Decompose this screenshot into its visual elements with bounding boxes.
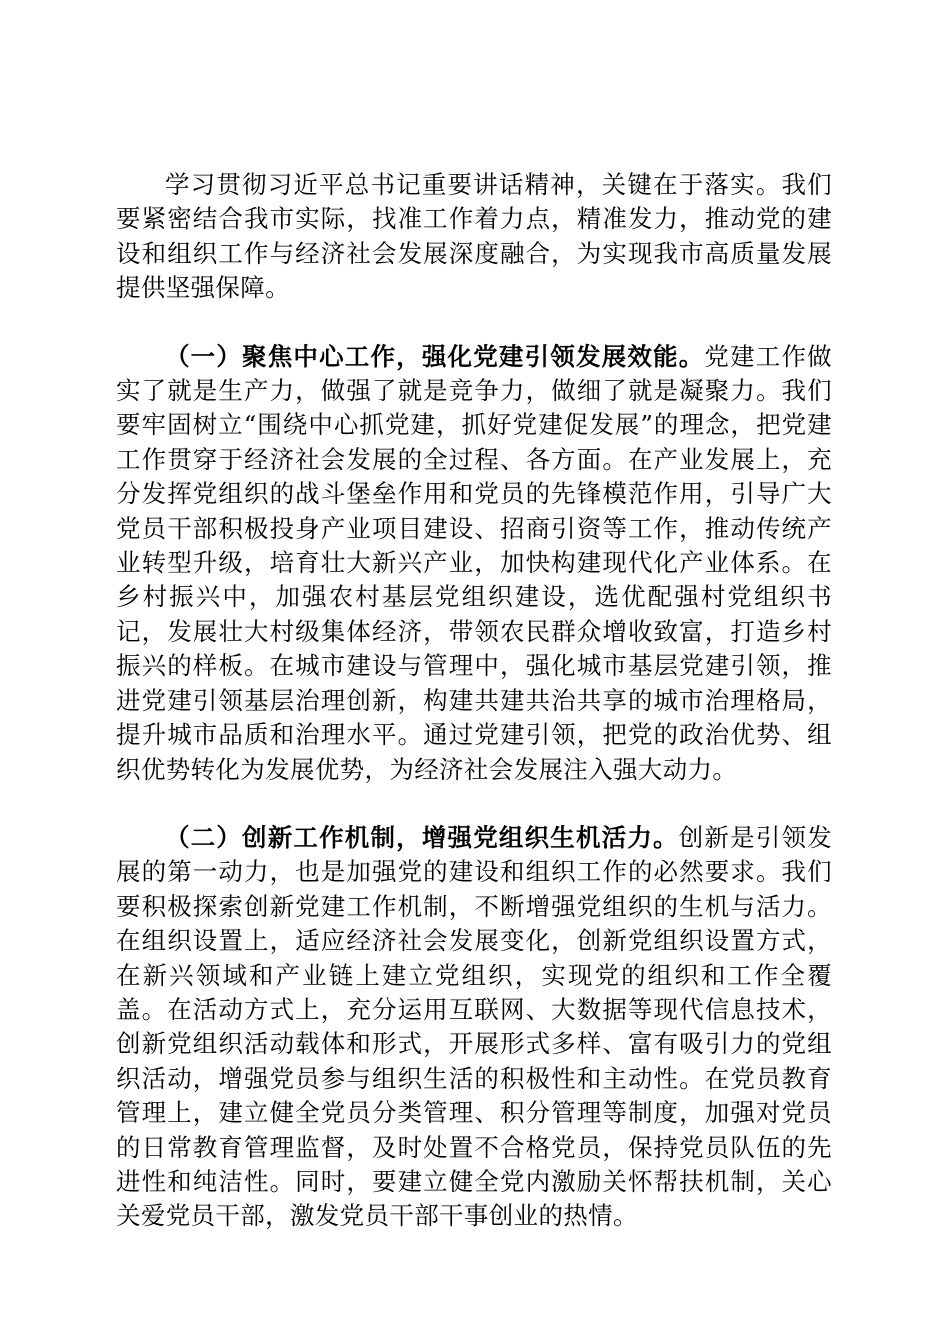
intro-paragraph (116, 168, 832, 306)
section-one-text: 党建工作做实了就是生产力，做强了就是竞争力，做细了就是凝聚力。我们要牢固树立“围绕中心抓党建，抓好党建促发展”的理念，把党建工作贯穿于经济社会发展的全过程、各方面。在产业发展上，充分发挥党组织的战斗堡垒作用和党员的先锋模范作用，引导广大党员干部积极投身产业项目建设、招商引资等工作，推动传统产业转型升级，培育壮大新兴产业，加快构建现代化产业体系。在乡村振兴中，加强农村基层党组织建设，选优配强村党组织书记，发展壮大村级集体经济，带领农民群众增收致富，打造乡村振兴的样板。在城市建设与管理中，强化城市基层党建引领，推进党建引领基层治理创新，构建共建共治共享的城市治理格局，提升城市品质和治理水平。通过党建引领，把党的政治优势、组织优势转化为发展优势，为经济社会发展注入强大动力。 (116, 341, 832, 784)
document-body (116, 168, 832, 1234)
section-two-text: 创新是引领发展的第一动力，也是加强党的建设和组织工作的必然要求。我们要积极探索创新党建工作机制，不断增强党组织的生机与活力。在组织设置上，适应经济社会发展变化，创新党组织设置方式，在新兴领域和产业链上建立党组织，实现党的组织和工作全覆盖。在活动方式上，充分运用互联网、大数据等现代信息技术，创新党组织活动载体和形式，开展形式多样、富有吸引力的党组织活动，增强党员参与组织生活的积极性和主动性。在党员教育管理上，建立健全党员分类管理、积分管理等制度，加强对党员的日常教育管理监督，及时处置不合格党员，保持党员队伍的先进性和纯洁性。同时，要建立健全党内激励关怀帮扶机制，关心关爱党员干部，激发党员干部干事创业的热情。 (116, 822, 832, 1231)
section-one-paragraph (116, 340, 832, 787)
intro-paragraph-text: 学习贯彻习近平总书记重要讲话精神，关键在于落实。我们要紧密结合我市实际，找准工作着力点，精准发力，推动党的建设和组织工作与经济社会发展深度融合，为实现我市高质量发展提供坚强保障。 (116, 170, 832, 303)
section-two-paragraph (116, 821, 832, 1234)
section-two-heading: （二）创新工作机制，增强党组织生机活力。 (165, 822, 679, 852)
section-one-heading: （一）聚焦中心工作，强化党建引领发展效能。 (165, 341, 705, 371)
